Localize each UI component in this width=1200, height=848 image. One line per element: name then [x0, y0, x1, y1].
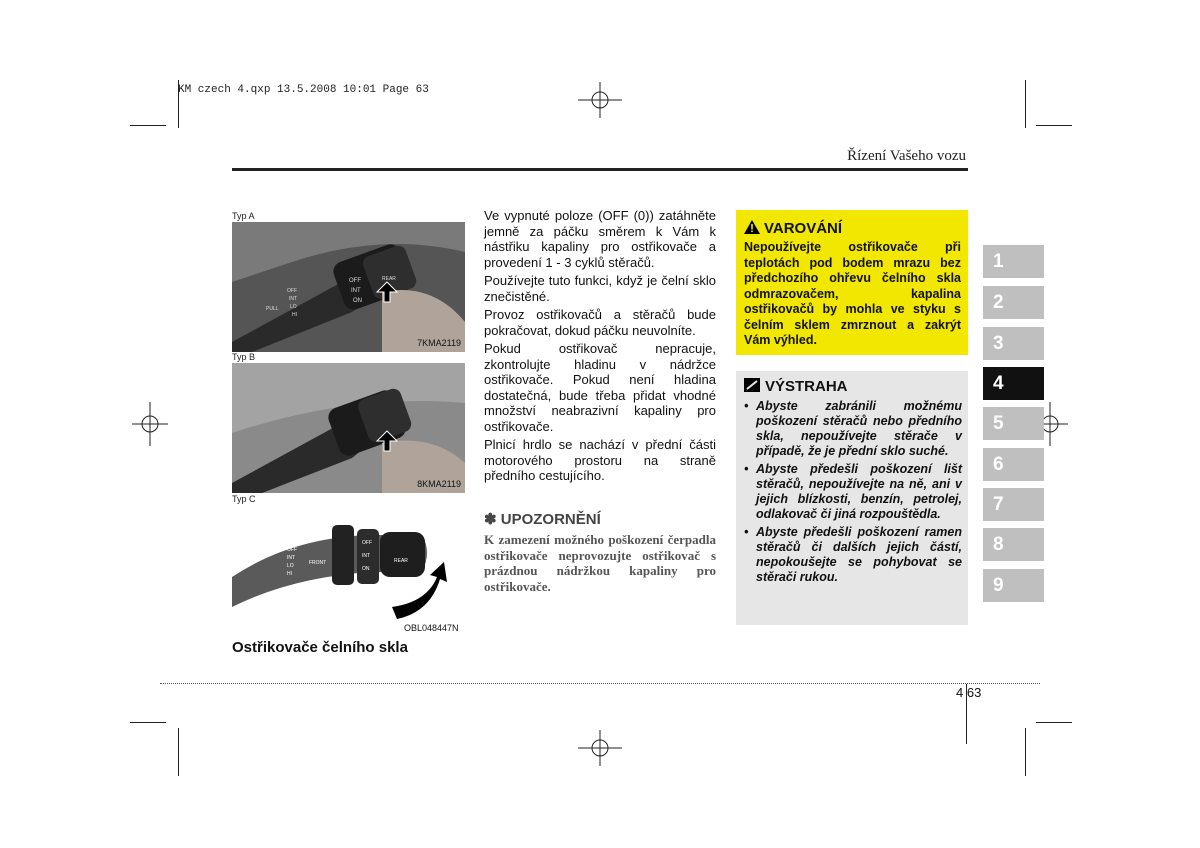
figure-c-photo	[232, 507, 465, 635]
chapter-tab-1[interactable]: 1	[983, 245, 1044, 278]
caution-icon	[744, 378, 760, 392]
warning-title-row	[744, 220, 842, 237]
body-text	[484, 208, 716, 487]
crop-mark	[130, 722, 166, 723]
wiper-stalk-c-illustration	[232, 507, 465, 635]
svg-text:ON: ON	[353, 298, 362, 304]
svg-text:FRONT: FRONT	[309, 560, 327, 566]
svg-text:INT: INT	[289, 296, 298, 302]
caution-list	[744, 399, 962, 588]
caution-item: • Abyste předešli poškození ramen stěračů či dalších jejich částí, nepokoušejte se pohybovat se stěrači rukou.	[744, 525, 962, 585]
header-rule	[232, 168, 968, 171]
footer-rule	[160, 683, 1040, 684]
svg-text:REAR: REAR	[394, 558, 408, 564]
chapter-tab-9[interactable]: 9	[983, 569, 1044, 602]
chapter-tab-4[interactable]: 4	[983, 367, 1044, 400]
caution-item: • Abyste předešli poškození lišt stěračů, nepoužívejte na ně, ani v jejich blízkosti, benzín, petrolej, odlakovač či jiná rozpouštědla.	[744, 462, 962, 522]
warning-box	[736, 210, 968, 355]
svg-text:ON: ON	[362, 566, 370, 572]
chapter-tab-7[interactable]: 7	[983, 488, 1044, 521]
svg-text:HI: HI	[287, 571, 292, 577]
registration-mark-bottom	[578, 730, 622, 766]
chapter-tab-3[interactable]: 3	[983, 327, 1044, 360]
crop-mark	[130, 125, 166, 126]
figure-c-type-label: Typ C	[232, 494, 256, 504]
figure-a-type-label: Typ A	[232, 211, 255, 221]
registration-mark-left	[132, 402, 168, 446]
svg-text:INT: INT	[287, 555, 296, 561]
svg-text:INT: INT	[351, 288, 361, 294]
figure-b-type-label: Typ B	[232, 352, 256, 362]
body-paragraph: Plnicí hrdlo se nachází v přední části motorového prostoru na straně předního cestujícího.	[484, 437, 716, 483]
crop-mark	[1025, 80, 1026, 128]
figure-caption: Ostřikovače čelního skla	[232, 639, 408, 656]
crop-mark	[1025, 728, 1026, 776]
page-number: 4 63	[956, 685, 982, 700]
crop-mark	[1036, 125, 1072, 126]
body-paragraph: Provoz ostřikovačů a stěračů bude pokračovat, dokud páčku neuvolníte.	[484, 307, 716, 338]
chapter-tab-5[interactable]: 5	[983, 407, 1044, 440]
svg-text:OFF: OFF	[287, 547, 297, 553]
figure-c-code: OBL048447N	[404, 623, 459, 633]
figure-b-code: 8KMA2119	[417, 479, 461, 489]
svg-text:PULL: PULL	[266, 306, 279, 312]
body-paragraph: Pokud ostřikovač nepracuje, zkontrolujte hladinu v nádržce ostřikovače. Pokud není hladina dostatečná, bude třeba přidat vhodné množství neabrazivní kapaliny pro ostřikovače.	[484, 341, 716, 434]
svg-text:OFF: OFF	[349, 278, 361, 284]
svg-text:INT: INT	[362, 553, 371, 559]
notice-title: ✽ UPOZORNĚNÍ	[484, 511, 601, 528]
warning-triangle-icon	[744, 220, 760, 234]
chapter-tab-6[interactable]: 6	[983, 448, 1044, 481]
wiper-stalk-a-illustration	[232, 222, 465, 352]
notice-text: K zamezení možného poškození čerpadla ostřikovače neprovozujte ostřikovač s prázdnou nádržkou kapaliny pro ostřikovače.	[484, 532, 716, 594]
wiper-stalk-b-illustration	[232, 363, 465, 493]
svg-text:MIST: MIST	[287, 539, 299, 545]
svg-text:OFF: OFF	[362, 540, 372, 546]
registration-mark-top	[578, 82, 622, 118]
body-paragraph: Používejte tuto funkci, když je čelní sklo znečistěné.	[484, 273, 716, 304]
figure-a-photo	[232, 222, 465, 352]
figure-a-code: 7KMA2119	[417, 338, 461, 348]
svg-text:REAR: REAR	[382, 276, 396, 282]
crop-mark	[178, 728, 179, 776]
svg-text:LO: LO	[287, 563, 294, 569]
file-info: KM czech 4.qxp 13.5.2008 10:01 Page 63	[178, 84, 429, 96]
caution-title-row	[744, 378, 848, 395]
svg-text:HI: HI	[292, 312, 297, 318]
svg-text:LO: LO	[290, 304, 297, 310]
warning-text: Nepoužívejte ostřikovače při teplotách pod bodem mrazu bez předchozího ohřevu čelního skla odmrazovačem, kapalina ostřikovačů by mohla ve styku s čelním sklem zmrznout a zakrýt Vám výhled.	[744, 240, 961, 347]
crop-mark	[1036, 722, 1072, 723]
svg-text:OFF: OFF	[287, 288, 297, 294]
warning-title: VAROVÁNÍ	[764, 220, 843, 237]
figure-b-photo	[232, 363, 465, 493]
caution-item: • Abyste zabránili možnému poškození stěračů nebo předního skla, nepoužívejte stěrače v případě, že je přední sklo suché.	[744, 399, 962, 459]
body-paragraph: Ve vypnuté poloze (OFF (0)) zatáhněte jemně za páčku směrem k Vám k nástřiku kapaliny pro ostřikovače a provedení 1 - 3 cyklů stěračů.	[484, 208, 716, 270]
chapter-tab-2[interactable]: 2	[983, 286, 1044, 319]
chapter-tab-8[interactable]: 8	[983, 528, 1044, 561]
caution-title: VÝSTRAHA	[765, 378, 848, 395]
section-title: Řízení Vašeho vozu	[847, 148, 966, 164]
caution-box	[736, 371, 968, 625]
